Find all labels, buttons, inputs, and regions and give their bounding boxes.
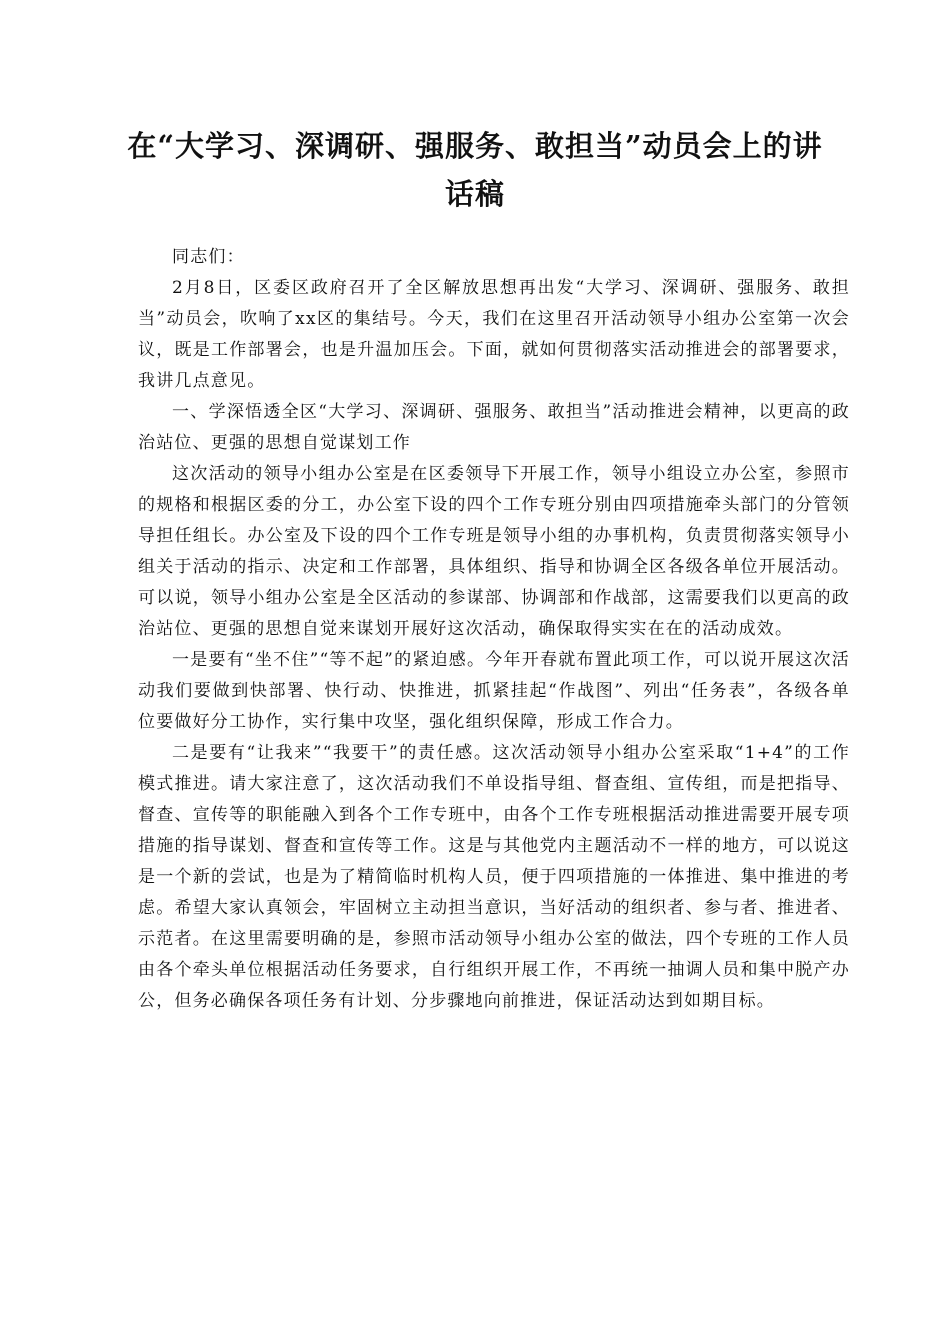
body-paragraph: 一是要有“坐不住”“等不起”的紧迫感。今年开春就布置此项工作，可以说开展这次活动我们要做到快部署、快行动、快推进，抓紧挂起“作战图”、列出“任务表”，各级各单位要做好分工协作，实行集中攻坚，强化组织保障，形成工作合力。: [138, 650, 850, 732]
document-body: [138, 242, 850, 1017]
body-paragraph: 二是要有“让我来”“我要干”的责任感。这次活动领导小组办公室采取“1+4”的工作模式推进。请大家注意了，这次活动我们不单设指导组、督查组、宣传组，而是把指导、督查、宣传等的职能融入到各个工作专班中，由各个工作专班根据活动推进需要开展专项措施的指导谋划、督查和宣传等工作。这是与其他党内主题活动不一样的地方，可以说这是一个新的尝试，也是为了精简临时机构人员，便于四项措施的一体推进、集中推进的考虑。希望大家认真领会，牢固树立主动担当意识，当好活动的组织者、参与者、推进者、示范者。在这里需要明确的是，参照市活动领导小组办公室的做法，四个专班的工作人员由各个牵头单位根据活动任务要求，自行组织开展工作，不再统一抽调人员和集中脱产办公，但务必确保各项任务有计划、分步骤地向前推进，保证活动达到如期目标。: [138, 743, 850, 1011]
body-paragraph: 这次活动的领导小组办公室是在区委领导下开展工作，领导小组设立办公室，参照市的规格和根据区委的分工，办公室下设的四个工作专班分别由四项措施牵头部门的分管领导担任组长。办公室及下设的四个工作专班是领导小组的办事机构，负责贯彻落实领导小组关于活动的指示、决定和工作部署，具体组织、指导和协调全区各级各单位开展活动。可以说，领导小组办公室是全区活动的参谋部、协调部和作战部，这需要我们以更高的政治站位、更强的思想自觉来谋划开展好这次活动，确保取得实实在在的活动成效。: [138, 464, 850, 639]
section-heading-1: 一、学深悟透全区“大学习、深调研、强服务、敢担当”活动推进会精神，以更高的政治站位、更强的思想自觉谋划工作: [138, 402, 850, 453]
intro-paragraph: 2月8日，区委区政府召开了全区解放思想再出发“大学习、深调研、强服务、敢担当”动员会，吹响了xx区的集结号。今天，我们在这里召开活动领导小组办公室第一次会议，既是工作部署会，也是升温加压会。下面，就如何贯彻落实活动推进会的部署要求，我讲几点意见。: [138, 278, 850, 391]
document-title: 在“大学习、深调研、强服务、敢担当”动员会上的讲话稿: [127, 129, 823, 211]
salutation-paragraph: 同志们：: [172, 247, 245, 267]
